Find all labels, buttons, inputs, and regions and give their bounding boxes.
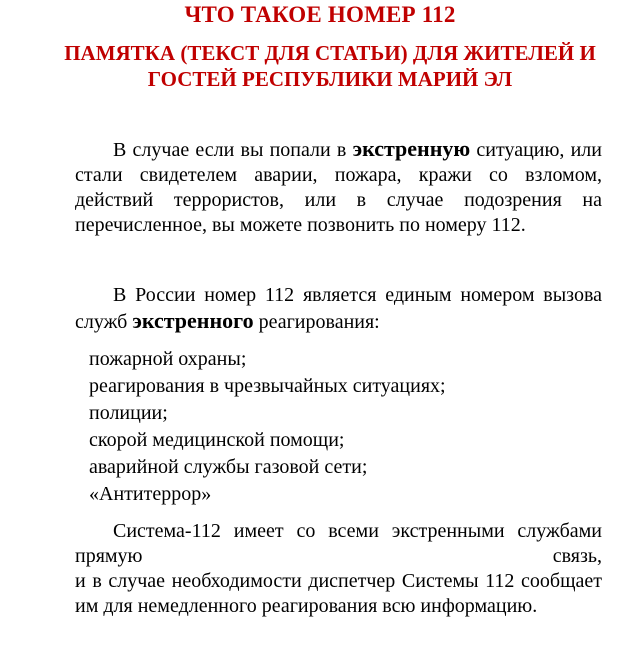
list-item: реагирования в чрезвычайных ситуациях; [89, 375, 446, 397]
list-item: аварийной службы газовой сети; [89, 456, 368, 478]
list-item: «Антитеррор» [89, 483, 212, 505]
emphasis-word-emergency-services: экстренного [132, 308, 254, 333]
paragraph3-line1-text: Система-112 имеет со всеми экстренными службами прямую связь, [75, 520, 602, 567]
paragraph-system-112 [75, 519, 602, 619]
paragraph2-text-start: В России номер 112 является единым номером вызова служб [75, 284, 602, 333]
paragraph-emergency-situation [75, 136, 602, 238]
list-item: пожарной охраны; [89, 348, 247, 370]
paragraph1-text-end: ситуацию, или стали свидетелем аварии, пожара, кражи со взломом, действий террористов, или в случае подозрения на перечисленное, вы можете позвонить по номеру 112. [75, 139, 602, 236]
paragraph1-text-start: В случае если вы попали в [113, 139, 353, 161]
page-subtitle: ПАМЯТКА (ТЕКСТ ДЛЯ СТАТЬИ) ДЛЯ ЖИТЕЛЕЙ И ГОСТЕЙ РЕСПУБЛИКИ МАРИЙ ЭЛ [64, 41, 596, 91]
paragraph2-text-end: реагирования: [253, 311, 380, 333]
paragraph3-line2 [75, 569, 602, 619]
emphasis-word-emergency: экстренную [352, 136, 471, 161]
list-item: полиции; [89, 402, 168, 424]
list-item: скорой медицинской помощи; [89, 429, 345, 451]
paragraph-single-number [75, 283, 602, 335]
paragraph3-line2-text: и в случае необходимости диспетчер Системы 112 сообщает им для немедленного реагирования всю информацию. [75, 570, 602, 617]
services-list [89, 346, 446, 508]
paragraph3-line1 [75, 519, 602, 569]
page-title: ЧТО ТАКОЕ НОМЕР 112 [184, 2, 456, 27]
